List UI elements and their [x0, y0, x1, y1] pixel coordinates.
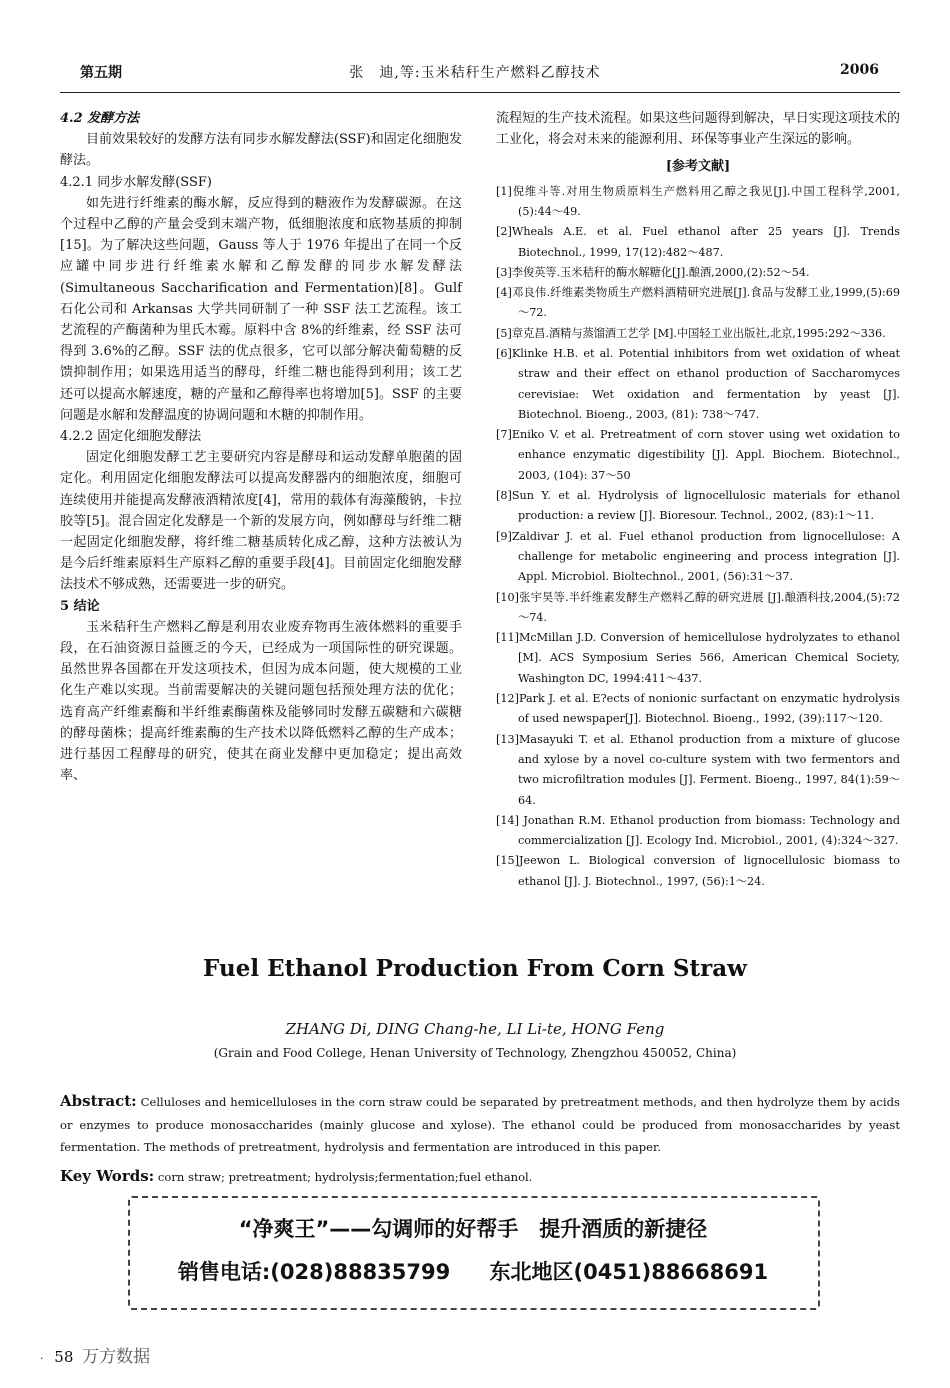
reference-item: [4]邓良伟.纤维素类物质生产燃料酒精研究进展[J].食品与发酵工业,1999,(5):69～72.: [496, 286, 900, 320]
english-abstract: [60, 1090, 900, 1159]
section-heading-4-2-2: 4.2.2 固定化细胞发酵法: [60, 429, 202, 445]
references-title: [参考文献]: [665, 159, 731, 175]
reference-item: [2]Wheals A.E. et al. Fuel ethanol after 25 years [J]. Trends Biotechnol., 1999, 17(12):482～487.: [496, 225, 900, 259]
footer-watermark: 万方数据: [82, 1347, 151, 1367]
paragraph-conclusion: 玉米秸秆生产燃料乙醇是利用农业废弃物再生液体燃料的重要手段，在石油资源日益匮乏的今天，已经成为一项国际性的研究课题。虽然世界各国都在开发这项技术，但因为成本问题，使大规模的工业化生产难以实现。当前需要解决的关键问题包括预处理方法的优化；选育高产纤维素酶和半纤维素酶菌株及能够同时发酵五碳糖和六碳糖的酵母菌株；提高纤维素酶的生产技术以降低燃料乙醇的生产成本；进行基因工程酵母的研究，使其在商业发酵中更加稳定；提出高效率、: [60, 619, 462, 784]
reference-item: [9]Zaldivar J. et al. Fuel ethanol production from lignocellulose: A challenge for metabolic engineering and process integration [J]. Appl. Microbiol. Bioltechnol., 2001, (56):31～37.: [496, 529, 900, 584]
reference-list: [496, 182, 900, 892]
advert-phones: [128, 1256, 818, 1286]
section-heading-5: 5 结论: [60, 598, 100, 614]
page-footer: [40, 1342, 150, 1367]
reference-item: [8]Sun Y. et al. Hydrolysis of lignocellulosic materials for ethanol production: a review [J]. Bioresour. Technol., 2002, (83):1～11.: [496, 489, 900, 523]
page-number: 58: [54, 1348, 74, 1366]
reference-item: [12]Park J. et al. E?ects of nonionic surfactant on enzymatic hydrolysis of used newspaper[J]. Biotechnol. Bioeng., 1992, (39):117～120.: [496, 692, 900, 726]
journal-issue: 第五期: [80, 65, 122, 81]
reference-item: [11]McMillan J.D. Conversion of hemicellulose hydrolyzates to ethanol [M]. ACS Symposium Series 566, American Chemical Society, Washington DC, 1994:411～437.: [496, 631, 900, 685]
reference-item: [6]Klinke H.B. et al. Potential inhibitors from wet oxidation of wheat straw and their effect on ethanol production of Saccharomyces cerevisiae: Wet oxidation and fermentation by yeast [J]. Biotechnol. Bioeng., 2003, (81): 738～747.: [496, 346, 900, 421]
advert-sales-phone: 销售电话:(028)88835799: [177, 1260, 451, 1284]
right-column: [496, 108, 900, 892]
english-affiliation: (Grain and Food College, Henan University of Technology, Zhengzhou 450052, China): [213, 1046, 737, 1060]
english-authors: ZHANG Di, DING Chang-he, LI Li-te, HONG Feng: [285, 1020, 665, 1038]
reference-item: [1]倪维斗等.对用生物质原料生产燃料用乙醇之我见[J].中国工程科学,2001,(5):44～49.: [496, 184, 900, 218]
header-rule: [60, 92, 900, 93]
abstract-label: Abstract:: [60, 1092, 137, 1110]
reference-item: [5]章克昌.酒精与蒸馏酒工艺学 [M].中国轻工业出版社,北京,1995:292～336.: [496, 326, 886, 340]
reference-item: [14] Jonathan R.M. Ethanol production from biomass: Technology and commercialization [J]. Ecology Ind. Microbiol., 2001, (4):324～327.: [496, 813, 900, 848]
paragraph-ssf: 如先进行纤维素的酶水解，反应得到的糖液作为发酵碳源。在这个过程中乙醇的产量会受到末端产物，低细胞浓度和底物基质的抑制[15]。为了解决这些问题，Gauss 等人于 1976 年提出了在同一个反应罐中同步进行纤维素水解和乙醇发酵的同步水解发酵法(Simultaneous Saccharification and Fermentation)[8]。Gulf 石化公司和 Arkansas 大学共同研制了一种 SSF 法工艺流程。该工艺流程的产酶菌种为里氏木霉。原料中含 8%的纤维素，经 SSF 法可得到 3.6%的乙醇。SSF 法的优点很多，它可以部分解决葡萄糖的反馈抑制作用；如果选用适当的酵母，纤维二糖也能得到利用；该工艺还可以提高水解速度，糖的产量和乙醇得率也将增加[5]。SSF 的主要问题是水解和发酵温度的协调问题和木糖的抑制作用。: [60, 195, 462, 423]
advert-slogan: “净爽王”——勾调师的好帮手 提升酒质的新捷径: [238, 1217, 708, 1241]
reference-item: [3]李俊英等.玉米秸秆的酶水解糖化[J].酿酒,2000,(2):52～54.: [496, 265, 810, 279]
advert-northeast-phone: 东北地区(0451)88668691: [489, 1260, 769, 1284]
section-heading-4-2: 4.2 发酵方法: [60, 111, 140, 126]
english-title: Fuel Ethanol Production From Corn Straw: [203, 955, 747, 982]
english-keywords: [60, 1165, 900, 1188]
paragraph-immobilized: 固定化细胞发酵工艺主要研究内容是酵母和运动发酵单胞菌的固定化。利用固定化细胞发酵法可以提高发酵器内的细胞浓度，细胞可连续使用并能提高发酵液酒精浓度[4]，常用的载体有海藻酸钠，卡拉胶等[5]。混合固定化发酵是一个新的发展方向，例如酵母与纤维二糖一起固定化细胞发酵，将纤维二糖基质转化成乙醇，这种方法被认为是今后纤维素原料生产原料乙醇的重要手段[4]。目前固定化细胞发酵法技术不够成熟，还需要进一步的研究。: [60, 450, 462, 593]
abstract-text: Celluloses and hemicelluloses in the corn straw could be separated by pretreatment methods, and then hydrolyze them by acids or enzymes to produce monosaccharides (mainly glucose and xylose). The ethanol could be produced from monosaccharides by yeast fermentation. The methods of pretreatment, hydrolysis and fermentation are introduced in this paper.: [60, 1095, 900, 1154]
left-column: [60, 108, 462, 787]
section-heading-4-2-1: 4.2.1 同步水解发酵(SSF): [60, 174, 212, 190]
reference-item: [7]Eniko V. et al. Pretreatment of corn stover using wet oxidation to enhance enzymatic digestibility [J]. Appl. Biochem. Biotechnol., 2003, (104): 37～50: [496, 428, 900, 482]
reference-item: [13]Masayuki T. et al. Ethanol production from a mixture of glucose and xylose by a novel co-culture system with two fermentors and two microfiltration modules [J]. Ferment. Bioeng., 1997, 84(1):59～64.: [496, 732, 900, 807]
running-title: 张 迪,等:玉米秸秆生产燃料乙醇技术: [349, 65, 601, 81]
keywords-label: Key Words:: [60, 1167, 155, 1185]
paragraph-conclusion-continued: 流程短的生产技术流程。如果这些问题得到解决，早日实现这项技术的工业化，将会对未来的能源利用、环保等事业产生深远的影响。: [496, 111, 900, 148]
paragraph-intro: 目前效果较好的发酵方法有同步水解发酵法(SSF)和固定化细胞发酵法。: [60, 132, 462, 169]
reference-item: [10]张宇昊等.半纤维素发酵生产燃料乙醇的研究进展 [J].酿酒科技,2004,(5):72～74.: [496, 590, 900, 624]
journal-year: 2006: [840, 62, 879, 78]
reference-item: [15]Jeewon L. Biological conversion of lignocellulosic biomass to ethanol [J]. J. Biotechnol., 1997, (56):1～24.: [496, 854, 900, 888]
footer-bullet: ·: [40, 1352, 44, 1365]
keywords-text: corn straw; pretreatment; hydrolysis;fermentation;fuel ethanol.: [154, 1170, 533, 1184]
